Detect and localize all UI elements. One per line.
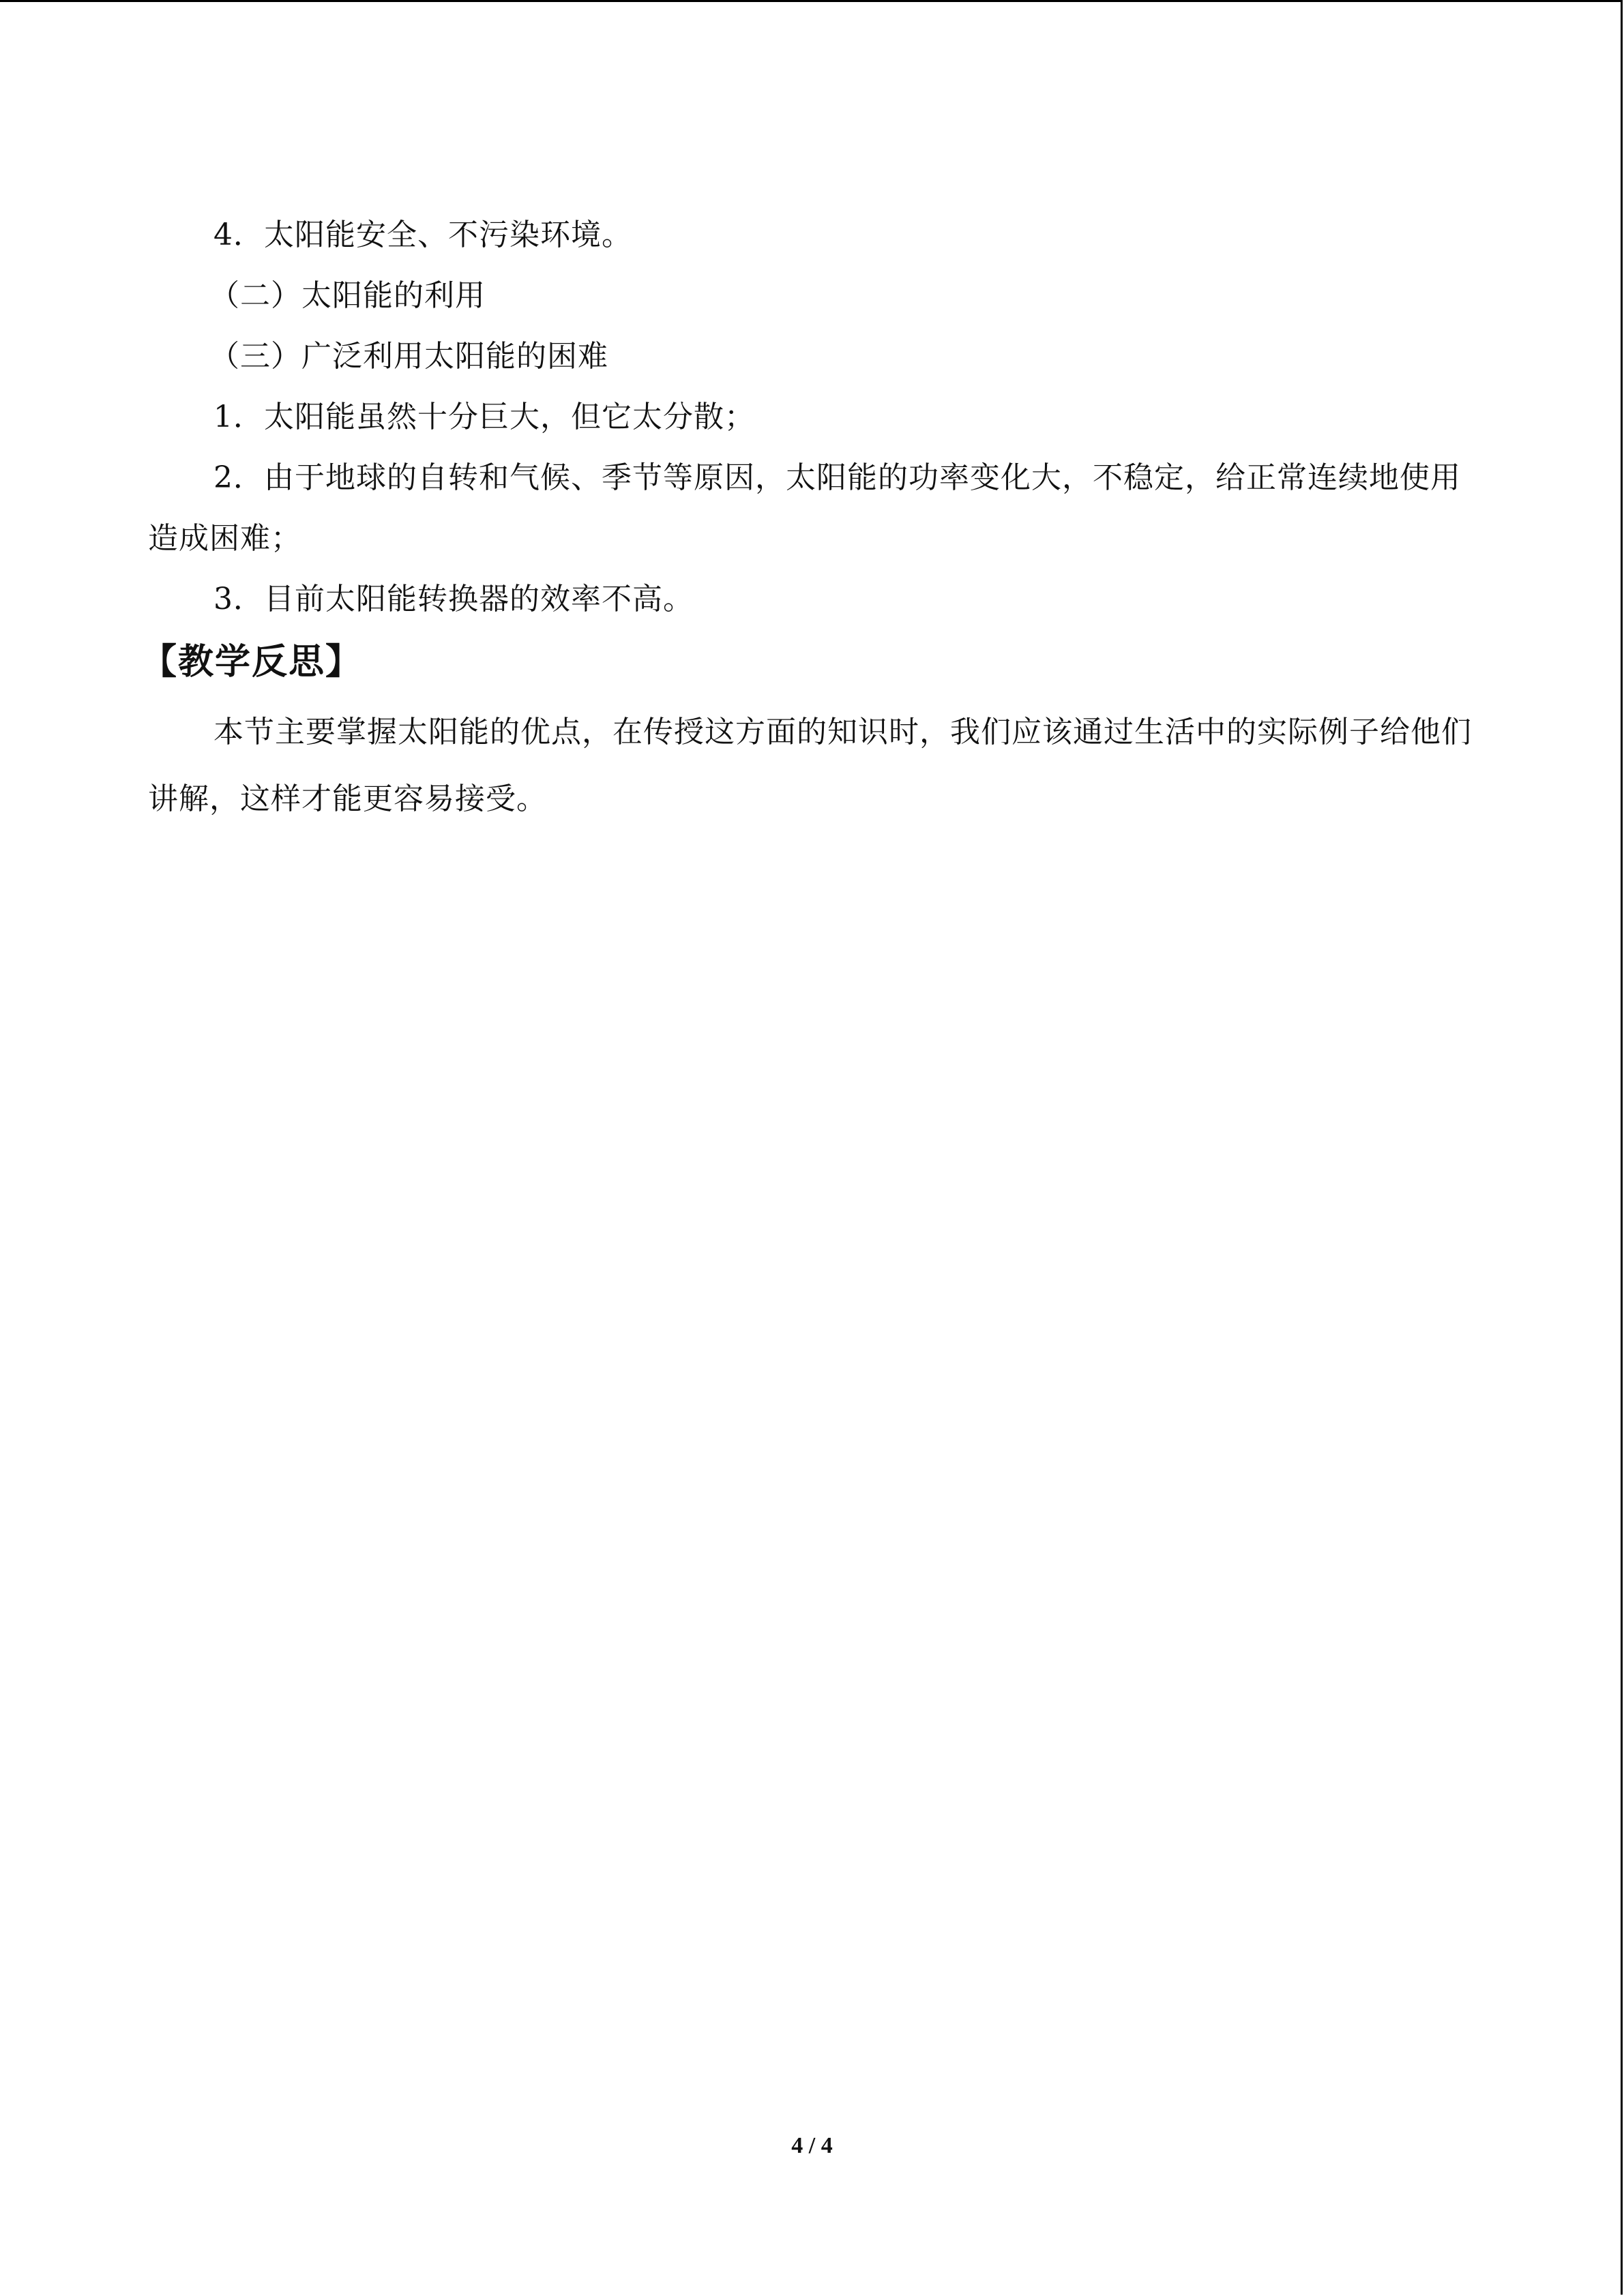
subsection-difficulties: （三）广泛利用太阳能的困难: [209, 339, 608, 374]
document-body: [141, 205, 1478, 833]
page-number: 4 / 4: [791, 2133, 833, 2158]
difficulty-3: 3．目前太阳能转换器的效率不高。: [213, 582, 694, 616]
subsection-utilization: （二）太阳能的利用: [209, 278, 486, 313]
difficulty-2: 2．由于地球的自转和气候、季节等原因，太阳能的功率变化大，不稳定，给正常连续地使用造成困难；: [148, 460, 1461, 556]
difficulty-1: 1．太阳能虽然十分巨大，但它太分散；: [213, 400, 755, 434]
section-heading-reflection: 【教学反思】: [141, 642, 363, 683]
reflection-paragraph: 本节主要掌握太阳能的优点，在传授这方面的知识时，我们应该通过生活中的实际例子给他们讲解，这样才能更容易接受。: [148, 715, 1472, 816]
point-4-safety: 4．太阳能安全、不污染环境。: [213, 218, 632, 252]
